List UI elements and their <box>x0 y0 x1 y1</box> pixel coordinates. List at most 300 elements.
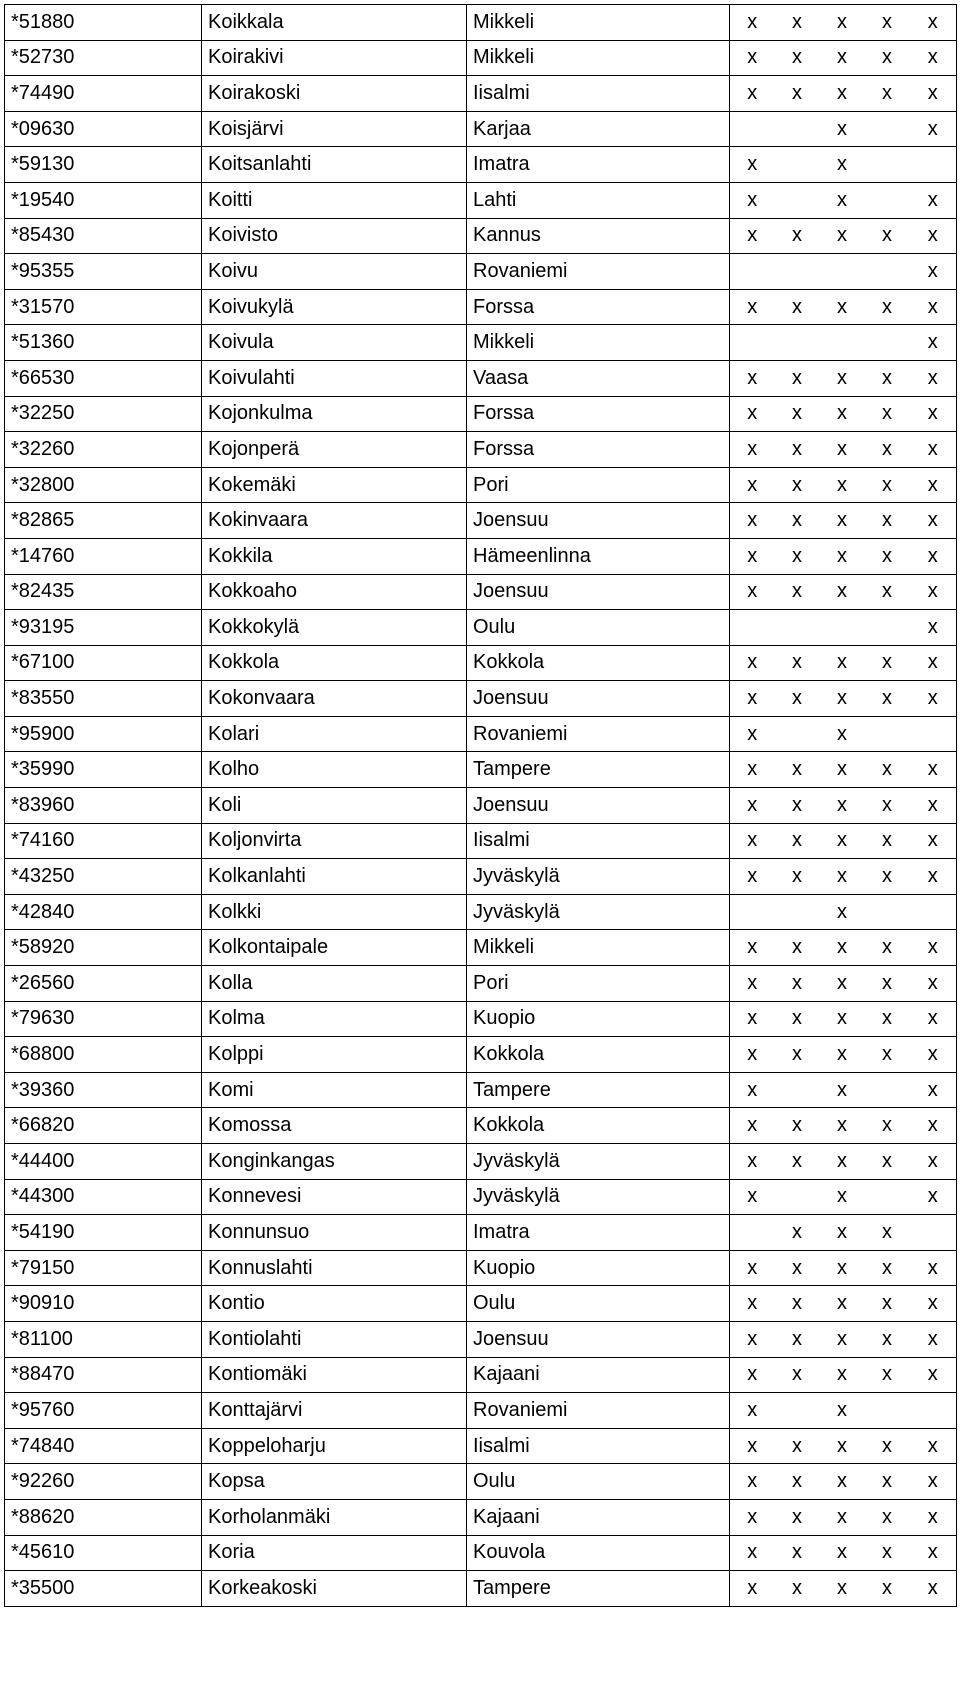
city-cell: Rovaniemi <box>467 716 730 752</box>
mark-cell-1: x <box>730 645 775 681</box>
place-name-cell: Koitsanlahti <box>202 147 467 183</box>
mark-cell-5: x <box>910 254 957 290</box>
place-name-cell: Koisjärvi <box>202 111 467 147</box>
place-name-cell: Kontio <box>202 1286 467 1322</box>
city-cell: Mikkeli <box>467 5 730 41</box>
city-cell: Jyväskylä <box>467 859 730 895</box>
city-cell: Vaasa <box>467 360 730 396</box>
mark-cell-1: x <box>730 681 775 717</box>
place-name-cell: Koivukylä <box>202 289 467 325</box>
mark-cell-2 <box>775 610 820 646</box>
postal-code-cell: *51880 <box>5 5 202 41</box>
postal-code-cell: *54190 <box>5 1215 202 1251</box>
mark-cell-1: x <box>730 5 775 41</box>
mark-cell-5: x <box>910 538 957 574</box>
mark-cell-4: x <box>865 1037 910 1073</box>
table-row <box>5 1357 957 1393</box>
city-cell: Joensuu <box>467 1321 730 1357</box>
mark-cell-4: x <box>865 503 910 539</box>
postal-code-cell: *39360 <box>5 1072 202 1108</box>
city-cell: Imatra <box>467 1215 730 1251</box>
mark-cell-4: x <box>865 823 910 859</box>
table-row <box>5 396 957 432</box>
mark-cell-3: x <box>820 289 865 325</box>
mark-cell-1: x <box>730 1250 775 1286</box>
mark-cell-1: x <box>730 467 775 503</box>
postal-code-cell: *83550 <box>5 681 202 717</box>
table-row <box>5 1001 957 1037</box>
place-name-cell: Koria <box>202 1535 467 1571</box>
postal-code-cell: *67100 <box>5 645 202 681</box>
mark-cell-5: x <box>910 1464 957 1500</box>
mark-cell-1: x <box>730 538 775 574</box>
mark-cell-1: x <box>730 218 775 254</box>
mark-cell-2: x <box>775 1250 820 1286</box>
mark-cell-2: x <box>775 574 820 610</box>
mark-cell-5: x <box>910 1535 957 1571</box>
mark-cell-5: x <box>910 788 957 824</box>
city-cell: Mikkeli <box>467 40 730 76</box>
mark-cell-1: x <box>730 1001 775 1037</box>
mark-cell-2 <box>775 1179 820 1215</box>
mark-cell-4: x <box>865 289 910 325</box>
mark-cell-4: x <box>865 538 910 574</box>
mark-cell-2 <box>775 1393 820 1429</box>
mark-cell-3: x <box>820 574 865 610</box>
mark-cell-3: x <box>820 1357 865 1393</box>
mark-cell-1: x <box>730 1393 775 1429</box>
place-name-cell: Korholanmäki <box>202 1499 467 1535</box>
postal-code-cell: *88470 <box>5 1357 202 1393</box>
postal-code-cell: *51360 <box>5 325 202 361</box>
mark-cell-3: x <box>820 467 865 503</box>
postal-code-cell: *95355 <box>5 254 202 290</box>
mark-cell-5: x <box>910 1037 957 1073</box>
mark-cell-4 <box>865 254 910 290</box>
mark-cell-5: x <box>910 360 957 396</box>
table-row <box>5 1108 957 1144</box>
mark-cell-4: x <box>865 574 910 610</box>
mark-cell-3: x <box>820 40 865 76</box>
mark-cell-3 <box>820 254 865 290</box>
mark-cell-4: x <box>865 432 910 468</box>
mark-cell-1 <box>730 325 775 361</box>
mark-cell-3: x <box>820 1535 865 1571</box>
mark-cell-3: x <box>820 681 865 717</box>
mark-cell-4: x <box>865 5 910 41</box>
place-name-cell: Kokonvaara <box>202 681 467 717</box>
mark-cell-3: x <box>820 360 865 396</box>
mark-cell-5: x <box>910 1108 957 1144</box>
mark-cell-4 <box>865 325 910 361</box>
mark-cell-3: x <box>820 111 865 147</box>
table-row <box>5 218 957 254</box>
mark-cell-2: x <box>775 966 820 1002</box>
mark-cell-5: x <box>910 1179 957 1215</box>
table-row <box>5 111 957 147</box>
mark-cell-5: x <box>910 111 957 147</box>
place-name-cell: Kolkki <box>202 894 467 930</box>
place-name-cell: Kokinvaara <box>202 503 467 539</box>
mark-cell-3: x <box>820 894 865 930</box>
place-name-cell: Konnuslahti <box>202 1250 467 1286</box>
postal-code-cell: *14760 <box>5 538 202 574</box>
mark-cell-1: x <box>730 396 775 432</box>
table-row <box>5 681 957 717</box>
city-cell: Imatra <box>467 147 730 183</box>
mark-cell-5: x <box>910 5 957 41</box>
city-cell: Forssa <box>467 396 730 432</box>
mark-cell-2: x <box>775 432 820 468</box>
postal-code-cell: *74840 <box>5 1428 202 1464</box>
mark-cell-4: x <box>865 681 910 717</box>
mark-cell-4: x <box>865 467 910 503</box>
mark-cell-2: x <box>775 1215 820 1251</box>
mark-cell-1: x <box>730 788 775 824</box>
mark-cell-2: x <box>775 788 820 824</box>
postal-code-cell: *79630 <box>5 1001 202 1037</box>
place-name-cell: Kokkila <box>202 538 467 574</box>
place-name-cell: Kokkola <box>202 645 467 681</box>
mark-cell-3: x <box>820 645 865 681</box>
table-row <box>5 76 957 112</box>
mark-cell-1: x <box>730 1535 775 1571</box>
mark-cell-1: x <box>730 930 775 966</box>
mark-cell-2: x <box>775 5 820 41</box>
mark-cell-1 <box>730 894 775 930</box>
postal-code-cell: *09630 <box>5 111 202 147</box>
city-cell: Jyväskylä <box>467 1144 730 1180</box>
city-cell: Kajaani <box>467 1499 730 1535</box>
postal-code-cell: *44400 <box>5 1144 202 1180</box>
mark-cell-2: x <box>775 503 820 539</box>
mark-cell-5: x <box>910 1499 957 1535</box>
city-cell: Pori <box>467 966 730 1002</box>
mark-cell-5: x <box>910 574 957 610</box>
mark-cell-5: x <box>910 930 957 966</box>
mark-cell-4: x <box>865 859 910 895</box>
place-name-cell: Kontiolahti <box>202 1321 467 1357</box>
table-row <box>5 1535 957 1571</box>
place-name-cell: Kokkoaho <box>202 574 467 610</box>
city-cell: Kokkola <box>467 1108 730 1144</box>
mark-cell-2: x <box>775 681 820 717</box>
city-cell: Lahti <box>467 182 730 218</box>
place-name-cell: Koivu <box>202 254 467 290</box>
mark-cell-3: x <box>820 1321 865 1357</box>
table-row <box>5 716 957 752</box>
mark-cell-4: x <box>865 966 910 1002</box>
mark-cell-4: x <box>865 1499 910 1535</box>
postal-code-cell: *52730 <box>5 40 202 76</box>
table-row <box>5 1072 957 1108</box>
postal-code-cell: *90910 <box>5 1286 202 1322</box>
city-cell: Iisalmi <box>467 823 730 859</box>
postal-code-cell: *95760 <box>5 1393 202 1429</box>
place-name-cell: Koivula <box>202 325 467 361</box>
mark-cell-2: x <box>775 1357 820 1393</box>
table-row <box>5 254 957 290</box>
postal-code-cell: *83960 <box>5 788 202 824</box>
postal-code-cell: *32260 <box>5 432 202 468</box>
mark-cell-4: x <box>865 396 910 432</box>
mark-cell-2: x <box>775 218 820 254</box>
mark-cell-1: x <box>730 574 775 610</box>
postal-code-cell: *43250 <box>5 859 202 895</box>
mark-cell-4 <box>865 716 910 752</box>
mark-cell-4: x <box>865 1108 910 1144</box>
mark-cell-3: x <box>820 182 865 218</box>
place-name-cell: Koirakivi <box>202 40 467 76</box>
mark-cell-5: x <box>910 966 957 1002</box>
mark-cell-5: x <box>910 1357 957 1393</box>
mark-cell-4 <box>865 610 910 646</box>
mark-cell-1: x <box>730 823 775 859</box>
city-cell: Kuopio <box>467 1001 730 1037</box>
place-name-cell: Kolkanlahti <box>202 859 467 895</box>
mark-cell-4: x <box>865 1001 910 1037</box>
mark-cell-3: x <box>820 1464 865 1500</box>
mark-cell-5: x <box>910 1250 957 1286</box>
city-cell: Oulu <box>467 1286 730 1322</box>
mark-cell-2 <box>775 182 820 218</box>
place-name-cell: Koitti <box>202 182 467 218</box>
mark-cell-2 <box>775 716 820 752</box>
table-row <box>5 1179 957 1215</box>
mark-cell-2: x <box>775 396 820 432</box>
place-name-cell: Kokkokylä <box>202 610 467 646</box>
mark-cell-1: x <box>730 1108 775 1144</box>
postal-code-cell: *79150 <box>5 1250 202 1286</box>
postal-code-cell: *88620 <box>5 1499 202 1535</box>
table-row <box>5 1428 957 1464</box>
mark-cell-5: x <box>910 610 957 646</box>
city-cell: Iisalmi <box>467 1428 730 1464</box>
mark-cell-3: x <box>820 218 865 254</box>
place-name-cell: Konnunsuo <box>202 1215 467 1251</box>
mark-cell-4 <box>865 894 910 930</box>
mark-cell-4 <box>865 147 910 183</box>
mark-cell-5: x <box>910 467 957 503</box>
table-row <box>5 1464 957 1500</box>
mark-cell-1: x <box>730 752 775 788</box>
mark-cell-2: x <box>775 538 820 574</box>
mark-cell-2: x <box>775 1499 820 1535</box>
table-row <box>5 645 957 681</box>
place-name-cell: Koirakoski <box>202 76 467 112</box>
mark-cell-1: x <box>730 859 775 895</box>
table-row <box>5 289 957 325</box>
city-cell: Mikkeli <box>467 325 730 361</box>
place-name-cell: Kolma <box>202 1001 467 1037</box>
mark-cell-3: x <box>820 1393 865 1429</box>
postal-code-cell: *35500 <box>5 1571 202 1607</box>
table-row <box>5 503 957 539</box>
mark-cell-5 <box>910 1215 957 1251</box>
mark-cell-1: x <box>730 1571 775 1607</box>
place-name-cell: Komi <box>202 1072 467 1108</box>
mark-cell-3 <box>820 325 865 361</box>
place-name-cell: Koppeloharju <box>202 1428 467 1464</box>
mark-cell-1: x <box>730 1464 775 1500</box>
table-row <box>5 1037 957 1073</box>
table-row <box>5 610 957 646</box>
city-cell: Rovaniemi <box>467 254 730 290</box>
table-row <box>5 1321 957 1357</box>
mark-cell-3: x <box>820 1571 865 1607</box>
place-name-cell: Konnevesi <box>202 1179 467 1215</box>
postal-code-cell: *44300 <box>5 1179 202 1215</box>
mark-cell-3: x <box>820 966 865 1002</box>
place-name-cell: Kojonperä <box>202 432 467 468</box>
mark-cell-4: x <box>865 1357 910 1393</box>
mark-cell-3: x <box>820 1286 865 1322</box>
mark-cell-3: x <box>820 76 865 112</box>
mark-cell-4: x <box>865 40 910 76</box>
city-cell: Kokkola <box>467 1037 730 1073</box>
table-row <box>5 752 957 788</box>
postal-code-cell: *74490 <box>5 76 202 112</box>
city-cell: Joensuu <box>467 788 730 824</box>
mark-cell-4 <box>865 111 910 147</box>
place-name-cell: Kolppi <box>202 1037 467 1073</box>
mark-cell-1: x <box>730 289 775 325</box>
mark-cell-3: x <box>820 1001 865 1037</box>
mark-cell-3: x <box>820 752 865 788</box>
mark-cell-2: x <box>775 823 820 859</box>
postal-code-cell: *58920 <box>5 930 202 966</box>
place-name-cell: Kolari <box>202 716 467 752</box>
postal-code-cell: *19540 <box>5 182 202 218</box>
table-row <box>5 966 957 1002</box>
city-cell: Kouvola <box>467 1535 730 1571</box>
postal-code-table <box>4 4 957 1607</box>
city-cell: Tampere <box>467 752 730 788</box>
mark-cell-3: x <box>820 1215 865 1251</box>
mark-cell-2: x <box>775 467 820 503</box>
mark-cell-1: x <box>730 503 775 539</box>
table-row <box>5 894 957 930</box>
table-row <box>5 147 957 183</box>
mark-cell-3: x <box>820 1179 865 1215</box>
mark-cell-3: x <box>820 1144 865 1180</box>
mark-cell-2: x <box>775 1286 820 1322</box>
city-cell: Joensuu <box>467 574 730 610</box>
mark-cell-4 <box>865 1072 910 1108</box>
mark-cell-1: x <box>730 1321 775 1357</box>
mark-cell-3: x <box>820 147 865 183</box>
city-cell: Oulu <box>467 1464 730 1500</box>
table-row <box>5 467 957 503</box>
mark-cell-3 <box>820 610 865 646</box>
mark-cell-5 <box>910 716 957 752</box>
city-cell: Joensuu <box>467 503 730 539</box>
mark-cell-3: x <box>820 1072 865 1108</box>
mark-cell-5: x <box>910 1321 957 1357</box>
mark-cell-3: x <box>820 1037 865 1073</box>
postal-code-cell: *32250 <box>5 396 202 432</box>
mark-cell-1 <box>730 111 775 147</box>
mark-cell-4: x <box>865 218 910 254</box>
table-row <box>5 325 957 361</box>
table-row <box>5 40 957 76</box>
mark-cell-1: x <box>730 182 775 218</box>
place-name-cell: Kolkontaipale <box>202 930 467 966</box>
table-row <box>5 538 957 574</box>
table-row <box>5 1215 957 1251</box>
mark-cell-1: x <box>730 1357 775 1393</box>
postal-code-cell: *66820 <box>5 1108 202 1144</box>
postal-code-cell: *93195 <box>5 610 202 646</box>
table-row <box>5 182 957 218</box>
table-row <box>5 360 957 396</box>
mark-cell-5: x <box>910 1571 957 1607</box>
table-row <box>5 788 957 824</box>
mark-cell-2 <box>775 1072 820 1108</box>
mark-cell-4 <box>865 1393 910 1429</box>
postal-code-cell: *66530 <box>5 360 202 396</box>
mark-cell-3: x <box>820 1108 865 1144</box>
postal-code-cell: *59130 <box>5 147 202 183</box>
mark-cell-5: x <box>910 645 957 681</box>
mark-cell-1: x <box>730 1037 775 1073</box>
postal-code-cell: *31570 <box>5 289 202 325</box>
city-cell: Forssa <box>467 289 730 325</box>
mark-cell-2: x <box>775 289 820 325</box>
city-cell: Pori <box>467 467 730 503</box>
place-name-cell: Korkeakoski <box>202 1571 467 1607</box>
city-cell: Oulu <box>467 610 730 646</box>
mark-cell-1: x <box>730 1144 775 1180</box>
mark-cell-5 <box>910 1393 957 1429</box>
table-row <box>5 5 957 41</box>
mark-cell-4: x <box>865 1144 910 1180</box>
place-name-cell: Kolho <box>202 752 467 788</box>
postal-code-cell: *32800 <box>5 467 202 503</box>
mark-cell-5: x <box>910 1286 957 1322</box>
mark-cell-2: x <box>775 645 820 681</box>
postal-code-cell: *92260 <box>5 1464 202 1500</box>
city-cell: Tampere <box>467 1072 730 1108</box>
mark-cell-1: x <box>730 966 775 1002</box>
mark-cell-2 <box>775 325 820 361</box>
table-row <box>5 1571 957 1607</box>
mark-cell-4: x <box>865 1535 910 1571</box>
city-cell: Kannus <box>467 218 730 254</box>
postal-code-cell: *42840 <box>5 894 202 930</box>
mark-cell-4: x <box>865 752 910 788</box>
place-name-cell: Kopsa <box>202 1464 467 1500</box>
place-name-cell: Kontiomäki <box>202 1357 467 1393</box>
table-body <box>5 5 957 1607</box>
mark-cell-3: x <box>820 538 865 574</box>
place-name-cell: Kojonkulma <box>202 396 467 432</box>
table-row <box>5 1250 957 1286</box>
postal-code-cell: *26560 <box>5 966 202 1002</box>
mark-cell-4: x <box>865 788 910 824</box>
mark-cell-2: x <box>775 360 820 396</box>
mark-cell-4: x <box>865 930 910 966</box>
mark-cell-2: x <box>775 1428 820 1464</box>
mark-cell-2: x <box>775 930 820 966</box>
mark-cell-5: x <box>910 823 957 859</box>
mark-cell-4: x <box>865 1215 910 1251</box>
mark-cell-2: x <box>775 1108 820 1144</box>
table-row <box>5 1286 957 1322</box>
postal-code-cell: *85430 <box>5 218 202 254</box>
mark-cell-4: x <box>865 645 910 681</box>
place-name-cell: Komossa <box>202 1108 467 1144</box>
